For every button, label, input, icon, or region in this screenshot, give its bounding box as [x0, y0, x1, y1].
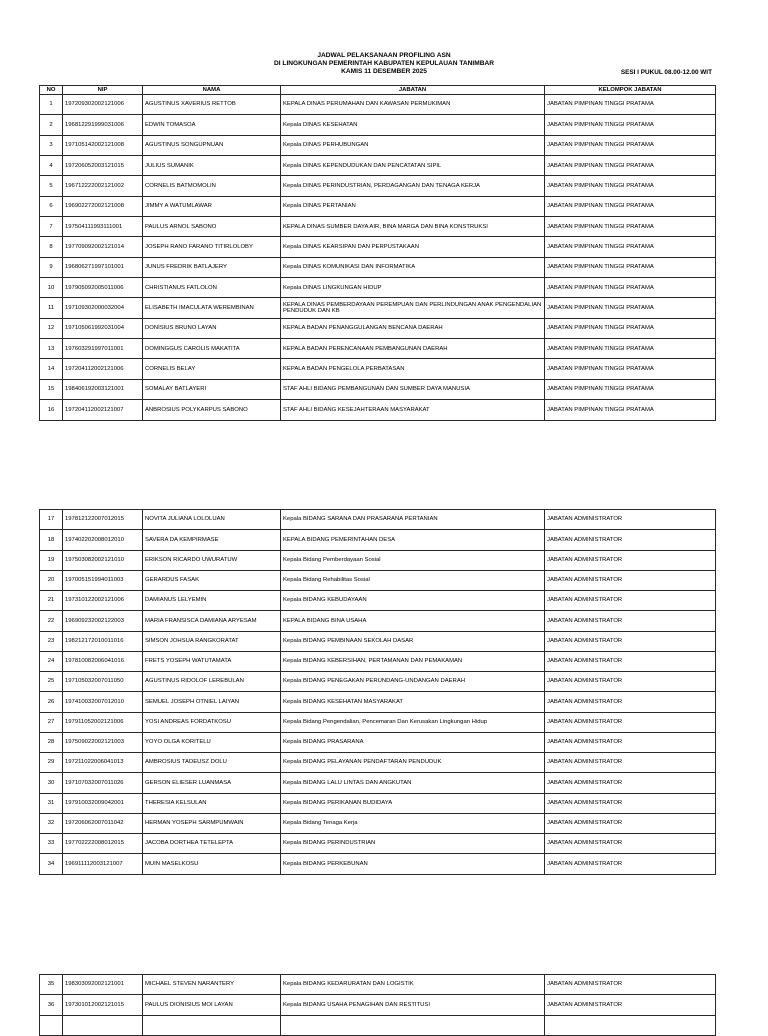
table-row: [40, 400, 716, 420]
cell-nama: JOSEPH RANO FARANO TITIRLOLOBY: [143, 237, 281, 257]
cell-jabatan: Kepala BIDANG KEBERSIHAN, PERTAMANAN DAN PEMAKAMAN: [281, 651, 545, 671]
cell-kelompok: JABATAN PIMPINAN TINGGI PRATAMA: [545, 95, 716, 115]
cell-no: 7: [40, 217, 63, 237]
schedule-table-1: [39, 85, 716, 421]
table-row: [40, 995, 716, 1015]
cell-nama: SIMSON JOHSUA RANGKORATAT: [143, 631, 281, 651]
cell-nip: 197509022002121003: [63, 732, 143, 752]
cell-nama: MUIN MASELKOSU: [143, 854, 281, 874]
table-row: [40, 732, 716, 752]
cell-nip: 197211022006041013: [63, 753, 143, 773]
cell-kelompok: JABATAN PIMPINAN TINGGI PRATAMA: [545, 339, 716, 359]
cell-jabatan: Kepala Bidang Pemberdayaan Sosial: [281, 550, 545, 570]
cell-no: [40, 1015, 63, 1035]
table-row: [40, 773, 716, 793]
cell-no: 15: [40, 379, 63, 399]
cell-nama: JUNUS FREDRIK BATLAJERY: [143, 257, 281, 277]
cell-nip: 197105061992031004: [63, 318, 143, 338]
cell-no: 2: [40, 115, 63, 135]
cell-no: 8: [40, 237, 63, 257]
cell-no: 26: [40, 692, 63, 712]
cell-nama: GERARDUS FASAK: [143, 570, 281, 590]
cell-nama: SOMALAY BATLAYERI: [143, 379, 281, 399]
cell-kelompok: JABATAN ADMINISTRATOR: [545, 732, 716, 752]
table-row: [40, 95, 716, 115]
cell-nip: 197702222008012015: [63, 834, 143, 854]
table-row: [40, 510, 716, 530]
cell-jabatan: KEPALA BADAN PERENCANAAN PEMBANGUNAN DAERAH: [281, 339, 545, 359]
cell-nama: AMBROSIUS TADEUSZ DOLU: [143, 753, 281, 773]
cell-jabatan: [281, 1015, 545, 1035]
cell-kelompok: JABATAN ADMINISTRATOR: [545, 570, 716, 590]
cell-no: 33: [40, 834, 63, 854]
title-line-2: DI LINGKUNGAN PEMERINTAH KABUPATEN KEPULAUAN TANIMBAR: [273, 60, 495, 68]
cell-kelompok: JABATAN PIMPINAN TINGGI PRATAMA: [545, 237, 716, 257]
cell-nip: 198406192003121001: [63, 379, 143, 399]
cell-nip: 197812122007012015: [63, 510, 143, 530]
cell-nama: SEMUEL JOSEPH OTNIEL LAIYAN: [143, 692, 281, 712]
cell-kelompok: JABATAN PIMPINAN TINGGI PRATAMA: [545, 135, 716, 155]
table-row: [40, 672, 716, 692]
cell-no: 12: [40, 318, 63, 338]
cell-nip: 198303092002121001: [63, 975, 143, 995]
col-header-nip: NIP: [63, 86, 143, 95]
cell-nama: YOYO OLGA KORITELU: [143, 732, 281, 752]
cell-kelompok: JABATAN ADMINISTRATOR: [545, 651, 716, 671]
table-row: [40, 793, 716, 813]
cell-nip: 197209302002121006: [63, 95, 143, 115]
schedule-table-3: [39, 974, 716, 1036]
cell-nip: 197206052003121015: [63, 156, 143, 176]
cell-no: 3: [40, 135, 63, 155]
cell-nip: [63, 1015, 143, 1035]
cell-nip: 196712222002121002: [63, 176, 143, 196]
cell-nip: 197310122002121006: [63, 591, 143, 611]
cell-nip: 197206062007011042: [63, 813, 143, 833]
cell-jabatan: Kepala DINAS LINGKUNGAN HIDUP: [281, 278, 545, 298]
cell-nip: 197410032007012010: [63, 692, 143, 712]
col-header-no: NO: [40, 86, 63, 95]
cell-jabatan: Kepala DINAS KOMUNIKASI DAN INFORMATIKA: [281, 257, 545, 277]
cell-no: 24: [40, 651, 63, 671]
cell-no: 14: [40, 359, 63, 379]
cell-kelompok: JABATAN ADMINISTRATOR: [545, 773, 716, 793]
cell-no: 23: [40, 631, 63, 651]
cell-nip: 197105032007011050: [63, 672, 143, 692]
cell-nama: PAULUS DIONISIUS MOI LAYAN: [143, 995, 281, 1015]
cell-jabatan: Kepala DINAS KEARSIPAN DAN PERPUSTAKAAN: [281, 237, 545, 257]
cell-nama: NOVITA JULIANA LOLOLUAN: [143, 510, 281, 530]
table-row: [40, 339, 716, 359]
cell-no: 6: [40, 196, 63, 216]
cell-kelompok: JABATAN PIMPINAN TINGGI PRATAMA: [545, 115, 716, 135]
cell-jabatan: KEPALA BIDANG BINA USAHA: [281, 611, 545, 631]
cell-no: 34: [40, 854, 63, 874]
cell-no: 29: [40, 753, 63, 773]
cell-kelompok: JABATAN ADMINISTRATOR: [545, 631, 716, 651]
cell-nama: ELISABETH IMACULATA WEREMBINAN: [143, 298, 281, 318]
cell-jabatan: KEPALA BADAN PENANGGULANGAN BENCANA DAERAH: [281, 318, 545, 338]
cell-nip: 196911112003121007: [63, 854, 143, 874]
cell-kelompok: JABATAN PIMPINAN TINGGI PRATAMA: [545, 359, 716, 379]
cell-nama: ERIKSON RICARDO UWURATUW: [143, 550, 281, 570]
cell-jabatan: Kepala Bidang Pengendalian, Pencemaran Dan Kerusakan Lingkungan Hidup: [281, 712, 545, 732]
cell-nip: 197905092005011006: [63, 278, 143, 298]
cell-jabatan: KEPALA BADAN PENGELOLA PERBATASAN: [281, 359, 545, 379]
cell-kelompok: JABATAN ADMINISTRATOR: [545, 995, 716, 1015]
header-row: [40, 86, 716, 95]
cell-nip: 196902272002121008: [63, 196, 143, 216]
cell-nama: MARIA FRANSISCA DAMIANA ARYESAM: [143, 611, 281, 631]
cell-no: 4: [40, 156, 63, 176]
cell-nip: 197810082006041016: [63, 651, 143, 671]
table-row: [40, 550, 716, 570]
cell-jabatan: Kepala Bidang Tenaga Kerja: [281, 813, 545, 833]
cell-kelompok: JABATAN ADMINISTRATOR: [545, 753, 716, 773]
cell-nama: YOSI ANDREAS FORDATKOSU: [143, 712, 281, 732]
col-header-jabatan: JABATAN: [281, 86, 545, 95]
cell-no: 11: [40, 298, 63, 318]
cell-jabatan: Kepala BIDANG KEBUDAYAAN: [281, 591, 545, 611]
cell-nip: 197204112002121006: [63, 359, 143, 379]
cell-kelompok: JABATAN ADMINISTRATOR: [545, 530, 716, 550]
cell-nip: 197504111993111001: [63, 217, 143, 237]
cell-kelompok: JABATAN PIMPINAN TINGGI PRATAMA: [545, 318, 716, 338]
cell-no: 25: [40, 672, 63, 692]
table-row: [40, 176, 716, 196]
cell-jabatan: KEPALA DINAS PEMBERDAYAAN PEREMPUAN DAN PERLINDUNGAN ANAK PENGENDALIAN PENDUDUK DAN KB: [281, 298, 545, 318]
cell-nip: 198212172010011016: [63, 631, 143, 651]
cell-kelompok: JABATAN PIMPINAN TINGGI PRATAMA: [545, 156, 716, 176]
table-row: [40, 692, 716, 712]
cell-nama: [143, 1015, 281, 1035]
cell-nip: 196909232002122003: [63, 611, 143, 631]
cell-nama: AGUSTINUS XAVERIUS RETTOB: [143, 95, 281, 115]
table-row: [40, 834, 716, 854]
table-row: [40, 591, 716, 611]
cell-jabatan: KEPALA BIDANG PEMERINTAHAN DESA: [281, 530, 545, 550]
cell-no: 10: [40, 278, 63, 298]
cell-jabatan: Kepala BIDANG PERINDUSTRIAN: [281, 834, 545, 854]
cell-jabatan: Kepala BIDANG SARANA DAN PRASARANA PERTANIAN: [281, 510, 545, 530]
cell-no: 20: [40, 570, 63, 590]
cell-nip: 197709092002121014: [63, 237, 143, 257]
cell-no: 13: [40, 339, 63, 359]
cell-nip: 197910032009042001: [63, 793, 143, 813]
cell-jabatan: Kepala BIDANG PRASARANA: [281, 732, 545, 752]
cell-no: 32: [40, 813, 63, 833]
cell-nip: 197005151994011003: [63, 570, 143, 590]
cell-kelompok: JABATAN PIMPINAN TINGGI PRATAMA: [545, 217, 716, 237]
cell-nama: DOMINGGUS CAROLIS MAKATITA: [143, 339, 281, 359]
cell-nip: 196806271997101001: [63, 257, 143, 277]
cell-nip: 197301012002121015: [63, 995, 143, 1015]
cell-kelompok: JABATAN PIMPINAN TINGGI PRATAMA: [545, 278, 716, 298]
cell-no: 16: [40, 400, 63, 420]
cell-nama: JULIUS SUMANIK: [143, 156, 281, 176]
cell-kelompok: JABATAN PIMPINAN TINGGI PRATAMA: [545, 196, 716, 216]
cell-jabatan: STAF AHLI BIDANG PEMBANGUNAN DAN SUMBER DAYA MANUSIA: [281, 379, 545, 399]
cell-kelompok: JABATAN PIMPINAN TINGGI PRATAMA: [545, 400, 716, 420]
cell-no: 27: [40, 712, 63, 732]
cell-nama: GERSON ELIESER LUANMASA: [143, 773, 281, 793]
cell-nama: CHRISTIANUS FATLOLON: [143, 278, 281, 298]
cell-jabatan: Kepala BIDANG PERIKANAN BUDIDAYA: [281, 793, 545, 813]
table-row: [40, 278, 716, 298]
table-row: [40, 570, 716, 590]
table-row: [40, 753, 716, 773]
table-row: [40, 237, 716, 257]
session-label: SESI I PUKUL 08.00-12.00 WIT: [620, 69, 712, 76]
table-row: [40, 975, 716, 995]
table-row: [40, 318, 716, 338]
cell-nama: ANBROSIUS POLYKARPUS SABONO: [143, 400, 281, 420]
col-header-nama: NAMA: [143, 86, 281, 95]
col-header-kelompok: KELOMPOK JABATAN: [545, 86, 716, 95]
cell-kelompok: JABATAN ADMINISTRATOR: [545, 975, 716, 995]
cell-jabatan: Kepala BIDANG KEDARURATAN DAN LOGISTIK: [281, 975, 545, 995]
cell-kelompok: JABATAN ADMINISTRATOR: [545, 672, 716, 692]
cell-nama: THERESIA KELSULAN: [143, 793, 281, 813]
table-row: [40, 156, 716, 176]
table-row: [40, 631, 716, 651]
cell-kelompok: JABATAN ADMINISTRATOR: [545, 793, 716, 813]
cell-jabatan: Kepala BIDANG USAHA PENAGIHAN DAN RESTITUSI: [281, 995, 545, 1015]
cell-jabatan: Kepala BIDANG PENEGAKAN PERUNDANG-UNDANGAN DAERAH: [281, 672, 545, 692]
cell-no: 22: [40, 611, 63, 631]
table-row: [40, 379, 716, 399]
table-row: [40, 712, 716, 732]
cell-jabatan: KEPALA DINAS PERUMAHAN DAN KAWASAN PERMUKIMAN: [281, 95, 545, 115]
cell-no: 18: [40, 530, 63, 550]
cell-nama: CORNELIS BATMOMOLIN: [143, 176, 281, 196]
table-row: [40, 611, 716, 631]
cell-jabatan: Kepala DINAS KESEHATAN: [281, 115, 545, 135]
cell-nip: 197503082002121010: [63, 550, 143, 570]
cell-jabatan: Kepala BIDANG KESEHATAN MASYARAKAT: [281, 692, 545, 712]
cell-nama: SAVERA DA KEMPIRMASE: [143, 530, 281, 550]
table-row: [40, 530, 716, 550]
cell-no: 31: [40, 793, 63, 813]
table-row: [40, 854, 716, 874]
cell-jabatan: Kepala DINAS PERTANIAN: [281, 196, 545, 216]
table-row: [40, 196, 716, 216]
table-row: [40, 1015, 716, 1035]
table-row: [40, 135, 716, 155]
cell-nama: AGUSTINUS RIDOLOF LEREBULAN: [143, 672, 281, 692]
table-row: [40, 298, 716, 318]
cell-jabatan: Kepala BIDANG PERKEBUNAN: [281, 854, 545, 874]
cell-jabatan: Kepala DINAS PERHUBUNGAN: [281, 135, 545, 155]
cell-nama: EDWIN TOMASOA: [143, 115, 281, 135]
cell-nama: FRETS YOSEPH WATUTAMATA: [143, 651, 281, 671]
title-line-3: KAMIS 11 DESEMBER 2025: [341, 68, 427, 76]
cell-nip: 197911052002121006: [63, 712, 143, 732]
cell-jabatan: KEPALA DINAS SUMBER DAYA AIR, BINA MARGA DAN BINA KONSTRUKSI: [281, 217, 545, 237]
cell-nip: 197603291997011001: [63, 339, 143, 359]
cell-nama: AGUSTINUS SONGUPNUAN: [143, 135, 281, 155]
cell-kelompok: JABATAN PIMPINAN TINGGI PRATAMA: [545, 379, 716, 399]
cell-no: 21: [40, 591, 63, 611]
cell-nama: PAULUS ARNOL SABONO: [143, 217, 281, 237]
cell-nama: HERMAN YOSEPH SARMPUMWAIN: [143, 813, 281, 833]
schedule-table-2: [39, 509, 716, 875]
cell-kelompok: [545, 1015, 716, 1035]
table-row: [40, 813, 716, 833]
cell-kelompok: JABATAN ADMINISTRATOR: [545, 854, 716, 874]
cell-no: 9: [40, 257, 63, 277]
cell-nip: 197107032007011026: [63, 773, 143, 793]
cell-nama: DAMIANUS LELYEMIN: [143, 591, 281, 611]
table-row: [40, 217, 716, 237]
cell-nip: 197204112002121007: [63, 400, 143, 420]
cell-no: 5: [40, 176, 63, 196]
cell-nip: 197109302000032004: [63, 298, 143, 318]
cell-nip: 197402202008012010: [63, 530, 143, 550]
cell-no: 1: [40, 95, 63, 115]
cell-kelompok: JABATAN PIMPINAN TINGGI PRATAMA: [545, 257, 716, 277]
cell-nip: 196812291999031006: [63, 115, 143, 135]
cell-jabatan: STAF AHLI BIDANG KESEJAHTERAAN MASYARAKAT: [281, 400, 545, 420]
cell-jabatan: Kepala BIDANG LALU LINTAS DAN ANGKUTAN: [281, 773, 545, 793]
cell-kelompok: JABATAN PIMPINAN TINGGI PRATAMA: [545, 298, 716, 318]
cell-kelompok: JABATAN ADMINISTRATOR: [545, 692, 716, 712]
table-row: [40, 257, 716, 277]
cell-kelompok: JABATAN ADMINISTRATOR: [545, 834, 716, 854]
title-line-1: JADWAL PELAKSANAAN PROFILING ASN: [317, 52, 451, 59]
cell-jabatan: Kepala Bidang Rehabilitas Sosial: [281, 570, 545, 590]
cell-kelompok: JABATAN ADMINISTRATOR: [545, 591, 716, 611]
cell-no: 30: [40, 773, 63, 793]
table-row: [40, 115, 716, 135]
cell-kelompok: JABATAN ADMINISTRATOR: [545, 712, 716, 732]
cell-kelompok: JABATAN ADMINISTRATOR: [545, 813, 716, 833]
cell-kelompok: JABATAN ADMINISTRATOR: [545, 611, 716, 631]
cell-no: 36: [40, 995, 63, 1015]
cell-jabatan: Kepala BIDANG PELAYANAN PENDAFTARAN PENDUDUK: [281, 753, 545, 773]
cell-nama: JACOBA DORTHEA TETELEPTA: [143, 834, 281, 854]
cell-no: 17: [40, 510, 63, 530]
cell-no: 35: [40, 975, 63, 995]
cell-nama: CORNELIS BELAY: [143, 359, 281, 379]
cell-nip: 197105142002121008: [63, 135, 143, 155]
table-row: [40, 651, 716, 671]
cell-jabatan: Kepala DINAS KEPENDUDUKAN DAN PENCATATAN SIPIL: [281, 156, 545, 176]
cell-no: 28: [40, 732, 63, 752]
cell-nama: MICHAEL STEVEN NARANTERY: [143, 975, 281, 995]
cell-jabatan: Kepala DINAS PERINDUSTRIAN, PERDAGANGAN DAN TENAGA KERJA: [281, 176, 545, 196]
cell-kelompok: JABATAN PIMPINAN TINGGI PRATAMA: [545, 176, 716, 196]
cell-kelompok: JABATAN ADMINISTRATOR: [545, 510, 716, 530]
cell-kelompok: JABATAN ADMINISTRATOR: [545, 550, 716, 570]
cell-nama: JIMMY A WATUMLAWAR: [143, 196, 281, 216]
table-row: [40, 359, 716, 379]
cell-jabatan: Kepala BIDANG PEMBINAAN SEKOLAH DASAR: [281, 631, 545, 651]
cell-nama: DONISIUS BRUNO LAYAN: [143, 318, 281, 338]
cell-no: 19: [40, 550, 63, 570]
